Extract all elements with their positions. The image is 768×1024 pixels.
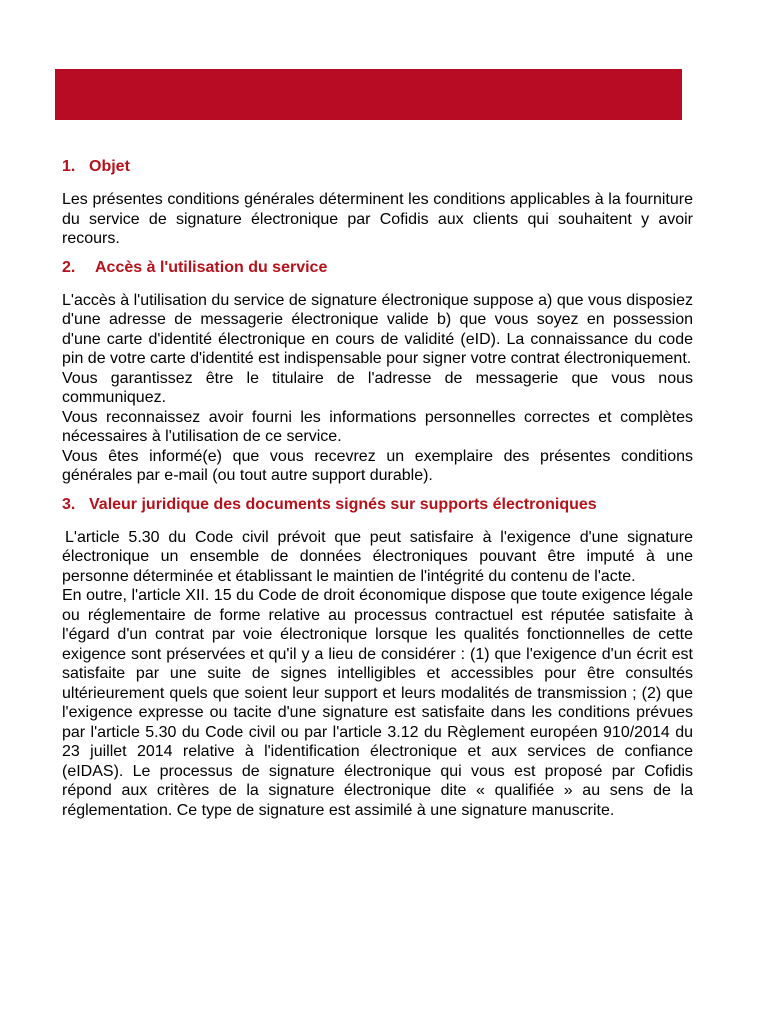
section-paragraph: Vous garantissez être le titulaire de l'adresse de messagerie que vous nous communiquez. bbox=[62, 369, 693, 406]
section-paragraph: Vous êtes informé(e) que vous recevrez un exemplaire des présentes conditions générales par e-mail (ou tout autre support durable). bbox=[62, 447, 693, 484]
section-heading bbox=[62, 157, 693, 177]
section-paragraph: L'article 5.30 du Code civil prévoit que peut satisfaire à l'exigence d'une signature électronique un ensemble de données électroniques pouvant être imputé à une personne déterminée et établissant le maintien de l'intégrité du contenu de l'acte. bbox=[62, 528, 693, 585]
section-objet bbox=[62, 157, 693, 249]
section-acces bbox=[62, 258, 693, 486]
header-banner bbox=[55, 69, 682, 120]
section-title: Accès à l'utilisation du service bbox=[95, 258, 328, 276]
section-title: Objet bbox=[89, 158, 130, 175]
section-paragraph: Vous reconnaissez avoir fourni les informations personnelles correctes et complètes nécessaires à l'utilisation de ce service. bbox=[62, 408, 693, 445]
section-number: 1. bbox=[62, 158, 76, 175]
section-number: 2. bbox=[62, 258, 76, 276]
section-heading bbox=[62, 495, 693, 515]
section-paragraph: Les présentes conditions générales déterminent les conditions applicables à la fourniture du service de signature électronique par Cofidis aux clients qui souhaitent y avoir recours. bbox=[62, 191, 693, 247]
section-number: 3. bbox=[62, 495, 76, 513]
section-title: Valeur juridique des documents signés sur supports électroniques bbox=[89, 495, 597, 513]
section-paragraph: En outre, l'article XII. 15 du Code de droit économique dispose que toute exigence légale ou réglementaire de forme relative au processus contractuel est réputée satisfaite à l'égard d'un contrat par voie électronique lorsque les qualités fonctionnelles de cette exigence sont préservées et qu'il y a lieu de considérer : (1) que l'exigence d'un écrit est satisfaite par une suite de signes intelligibles et accessibles pour être consultés ultérieurement quels que soient leur support et leurs modalités de transmission ; (2) que l'exigence expresse ou tacite d'une signature est satisfaite dans les conditions prévues par l'article 5.30 du Code civil ou par l'article 3.12 du Règlement européen 910/2014 du 23 juillet 2014 relative à l'identification électronique et aux services de confiance (eIDAS). Le processus de signature électronique qui vous est proposé par Cofidis répond aux critères de la signature électronique dite « qualifiée » au sens de la réglementation. Ce type de signature est assimilé à une signature manuscrite. bbox=[62, 587, 693, 819]
section-heading bbox=[62, 258, 693, 278]
section-valeur-juridique bbox=[62, 495, 693, 821]
section-paragraph: L'accès à l'utilisation du service de signature électronique suppose a) que vous disposiez d'une adresse de messagerie électronique valide b) que vous soyez en possession d'une carte d'identité électronique en cours de validité (eID). La connaissance du code pin de votre carte d'identité est indispensable pour signer votre contrat électroniquement. bbox=[62, 291, 693, 367]
document-body bbox=[62, 157, 693, 830]
